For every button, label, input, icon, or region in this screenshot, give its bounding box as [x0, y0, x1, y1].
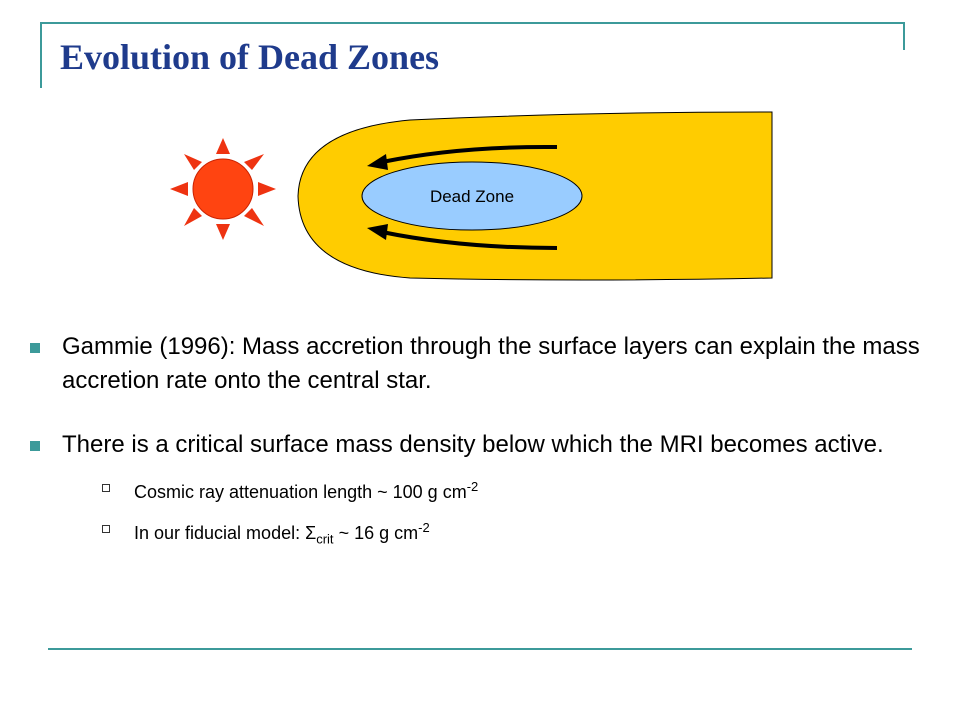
sub-bullet-marker	[102, 525, 110, 533]
left-rule	[40, 22, 42, 88]
sub-bullet-text: In our fiducial model: Σ	[134, 523, 317, 543]
bottom-rule	[48, 648, 912, 650]
dead-zone-label: Dead Zone	[429, 187, 515, 206]
bullet-list	[26, 330, 926, 551]
central-star-icon	[170, 138, 276, 240]
subscript: crit	[316, 531, 334, 547]
slide-title: Evolution of Dead Zones	[60, 37, 440, 77]
bullet-text: There is a critical surface mass density below which the MRI becomes active.	[62, 431, 884, 458]
sub-bullet-attenuation	[62, 476, 926, 503]
sub-bullet-text-2: ~ 16 g cm	[333, 523, 419, 543]
dead-zone-diagram	[160, 100, 800, 290]
bullet-marker	[30, 343, 40, 353]
superscript: -2	[418, 520, 430, 535]
bullet-marker	[30, 441, 40, 451]
bullet-text: Gammie (1996): Mass accretion through the surface layers can explain the mass accretion rate onto the central star.	[62, 333, 920, 394]
bullet-critical-density	[26, 428, 926, 551]
sub-bullet-fiducial	[62, 517, 926, 551]
sub-bullet-text: Cosmic ray attenuation length ~ 100 g cm	[134, 482, 467, 502]
bullet-gammie	[26, 330, 926, 398]
superscript: -2	[466, 479, 479, 494]
right-rule	[903, 22, 905, 50]
sub-bullet-marker	[102, 484, 110, 492]
top-rule	[40, 22, 905, 24]
